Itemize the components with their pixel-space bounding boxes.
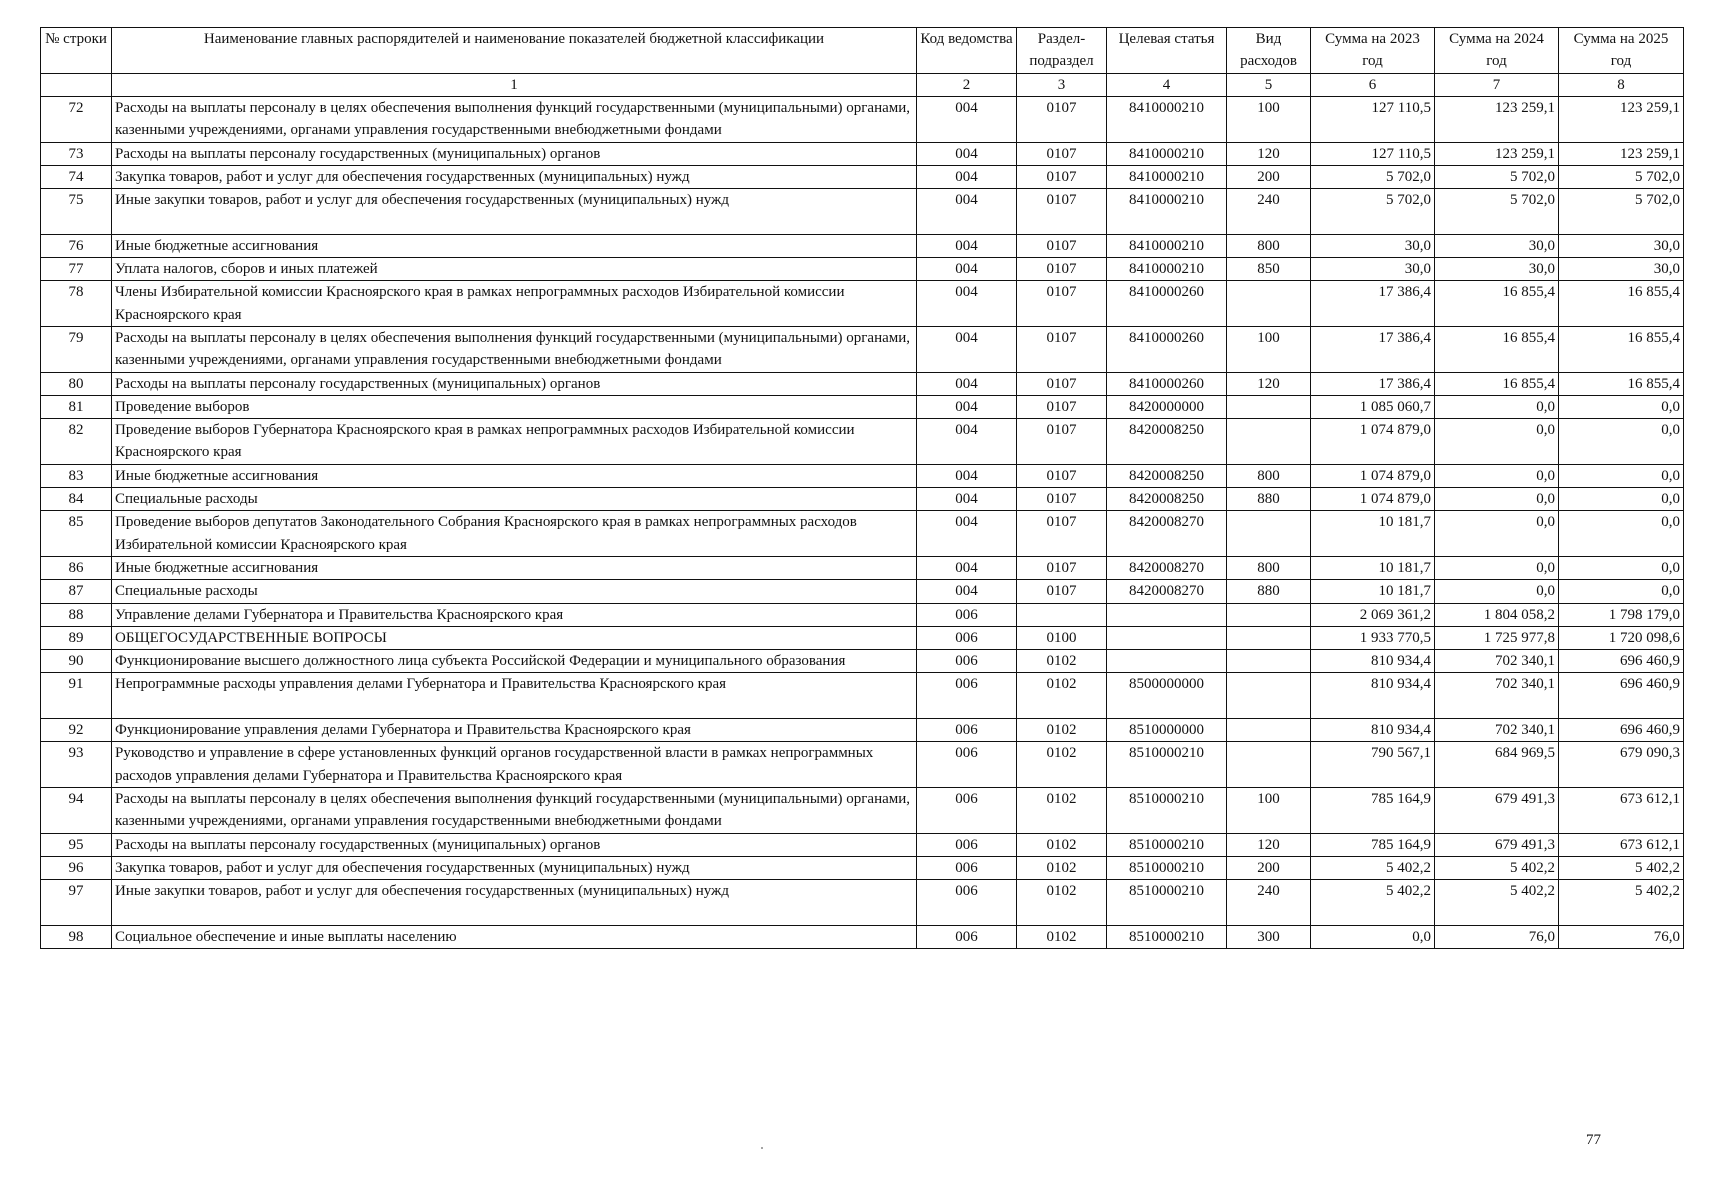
expense-kind: 800 — [1227, 464, 1311, 487]
sum-2025: 0,0 — [1559, 395, 1684, 418]
expense-kind: 120 — [1227, 833, 1311, 856]
row-name: Иные бюджетные ассигнования — [112, 234, 917, 257]
table-row — [41, 880, 1684, 926]
row-number: 95 — [41, 833, 112, 856]
row-name: Специальные расходы — [112, 580, 917, 603]
sum-2023: 810 934,4 — [1311, 719, 1435, 742]
row-number: 74 — [41, 165, 112, 188]
sum-2024: 0,0 — [1435, 511, 1559, 557]
department-code: 004 — [917, 488, 1017, 511]
target-article: 8410000210 — [1107, 189, 1227, 235]
expense-kind: 800 — [1227, 556, 1311, 579]
sum-2023: 30,0 — [1311, 234, 1435, 257]
section-code: 0107 — [1017, 326, 1107, 372]
sum-2025: 696 460,9 — [1559, 650, 1684, 673]
expense-kind: 200 — [1227, 856, 1311, 879]
section-code: 0107 — [1017, 165, 1107, 188]
target-article: 8510000210 — [1107, 742, 1227, 788]
table-row — [41, 326, 1684, 372]
target-article: 8510000000 — [1107, 719, 1227, 742]
row-name: Проведение выборов депутатов Законодательного Собрания Красноярского края в рамках непрограммных расходов Избирательной комиссии Красноярского края — [112, 511, 917, 557]
sum-2023: 1 074 879,0 — [1311, 488, 1435, 511]
sum-2024: 702 340,1 — [1435, 719, 1559, 742]
row-number: 89 — [41, 626, 112, 649]
department-code: 004 — [917, 142, 1017, 165]
sum-2025: 0,0 — [1559, 464, 1684, 487]
sum-2025: 1 798 179,0 — [1559, 603, 1684, 626]
sum-2023: 10 181,7 — [1311, 580, 1435, 603]
target-article: 8420008270 — [1107, 556, 1227, 579]
row-name: Уплата налогов, сборов и иных платежей — [112, 258, 917, 281]
row-name: Проведение выборов — [112, 395, 917, 418]
section-code: 0107 — [1017, 234, 1107, 257]
expense-kind: 880 — [1227, 580, 1311, 603]
section-code: 0107 — [1017, 556, 1107, 579]
sum-2023: 10 181,7 — [1311, 511, 1435, 557]
section-code: 0102 — [1017, 742, 1107, 788]
sum-2023: 785 164,9 — [1311, 833, 1435, 856]
target-article — [1107, 626, 1227, 649]
target-article: 8410000210 — [1107, 142, 1227, 165]
sum-2024: 702 340,1 — [1435, 650, 1559, 673]
table-row — [41, 142, 1684, 165]
row-number: 85 — [41, 511, 112, 557]
sum-2025: 16 855,4 — [1559, 372, 1684, 395]
table-row — [41, 511, 1684, 557]
sum-2023: 10 181,7 — [1311, 556, 1435, 579]
target-article: 8420008250 — [1107, 464, 1227, 487]
table-row — [41, 673, 1684, 719]
row-number: 86 — [41, 556, 112, 579]
sum-2025: 5 402,2 — [1559, 880, 1684, 926]
section-code: 0107 — [1017, 488, 1107, 511]
expense-kind — [1227, 511, 1311, 557]
sum-2025: 0,0 — [1559, 511, 1684, 557]
expense-kind: 100 — [1227, 97, 1311, 143]
department-code: 006 — [917, 650, 1017, 673]
header-department-code: Код ведомства — [917, 28, 1017, 74]
row-number: 72 — [41, 97, 112, 143]
expense-kind: 240 — [1227, 880, 1311, 926]
row-name: Иные закупки товаров, работ и услуг для обеспечения государственных (муниципальных) нужд — [112, 189, 917, 235]
sum-2023: 17 386,4 — [1311, 326, 1435, 372]
row-number: 77 — [41, 258, 112, 281]
sum-2024: 30,0 — [1435, 258, 1559, 281]
sum-2023: 127 110,5 — [1311, 142, 1435, 165]
header-row-number: № строки — [41, 28, 112, 74]
sum-2025: 1 720 098,6 — [1559, 626, 1684, 649]
department-code: 006 — [917, 603, 1017, 626]
row-name: Иные бюджетные ассигнования — [112, 464, 917, 487]
target-article — [1107, 603, 1227, 626]
target-article: 8410000210 — [1107, 234, 1227, 257]
row-number: 79 — [41, 326, 112, 372]
sum-2024: 0,0 — [1435, 556, 1559, 579]
section-code: 0107 — [1017, 142, 1107, 165]
table-row — [41, 281, 1684, 327]
section-code: 0107 — [1017, 372, 1107, 395]
expense-kind: 300 — [1227, 925, 1311, 948]
department-code: 006 — [917, 673, 1017, 719]
row-number: 94 — [41, 787, 112, 833]
target-article: 8510000210 — [1107, 833, 1227, 856]
sum-2024: 0,0 — [1435, 580, 1559, 603]
sum-2023: 0,0 — [1311, 925, 1435, 948]
sum-2023: 2 069 361,2 — [1311, 603, 1435, 626]
department-code: 004 — [917, 511, 1017, 557]
sum-2025: 5 702,0 — [1559, 189, 1684, 235]
sum-2023: 17 386,4 — [1311, 372, 1435, 395]
sum-2023: 810 934,4 — [1311, 673, 1435, 719]
row-number: 88 — [41, 603, 112, 626]
sum-2023: 1 085 060,7 — [1311, 395, 1435, 418]
section-code: 0102 — [1017, 719, 1107, 742]
row-name: Функционирование высшего должностного лица субъекта Российской Федерации и муниципального образования — [112, 650, 917, 673]
department-code: 004 — [917, 556, 1017, 579]
sum-2024: 5 702,0 — [1435, 189, 1559, 235]
department-code: 004 — [917, 395, 1017, 418]
row-number: 98 — [41, 925, 112, 948]
sum-2024: 5 402,2 — [1435, 856, 1559, 879]
department-code: 006 — [917, 742, 1017, 788]
sum-2023: 5 402,2 — [1311, 880, 1435, 926]
column-number: 3 — [1017, 74, 1107, 97]
section-code: 0107 — [1017, 580, 1107, 603]
section-code: 0100 — [1017, 626, 1107, 649]
sum-2025: 5 702,0 — [1559, 165, 1684, 188]
row-number: 83 — [41, 464, 112, 487]
row-number: 87 — [41, 580, 112, 603]
section-code: 0107 — [1017, 511, 1107, 557]
expense-kind — [1227, 742, 1311, 788]
row-name: Управление делами Губернатора и Правительства Красноярского края — [112, 603, 917, 626]
department-code: 006 — [917, 833, 1017, 856]
table-row — [41, 556, 1684, 579]
department-code: 004 — [917, 464, 1017, 487]
sum-2024: 123 259,1 — [1435, 97, 1559, 143]
sum-2024: 0,0 — [1435, 395, 1559, 418]
sum-2025: 673 612,1 — [1559, 787, 1684, 833]
sum-2023: 790 567,1 — [1311, 742, 1435, 788]
column-number: 1 — [112, 74, 917, 97]
expense-kind — [1227, 395, 1311, 418]
expense-kind — [1227, 719, 1311, 742]
header-sum-2023: Сумма на 2023 год — [1311, 28, 1435, 74]
sum-2025: 16 855,4 — [1559, 281, 1684, 327]
sum-2024: 684 969,5 — [1435, 742, 1559, 788]
row-number: 76 — [41, 234, 112, 257]
target-article: 8510000210 — [1107, 925, 1227, 948]
row-name: Непрограммные расходы управления делами Губернатора и Правительства Красноярского края — [112, 673, 917, 719]
table-row — [41, 925, 1684, 948]
sum-2024: 679 491,3 — [1435, 787, 1559, 833]
sum-2025: 76,0 — [1559, 925, 1684, 948]
row-number: 81 — [41, 395, 112, 418]
sum-2025: 0,0 — [1559, 580, 1684, 603]
department-code: 006 — [917, 880, 1017, 926]
target-article: 8410000210 — [1107, 258, 1227, 281]
table-row — [41, 234, 1684, 257]
sum-2025: 5 402,2 — [1559, 856, 1684, 879]
column-number: 5 — [1227, 74, 1311, 97]
expense-kind: 850 — [1227, 258, 1311, 281]
section-code: 0107 — [1017, 189, 1107, 235]
expense-kind — [1227, 626, 1311, 649]
row-number: 82 — [41, 419, 112, 465]
sum-2023: 5 702,0 — [1311, 189, 1435, 235]
row-name: Руководство и управление в сфере установленных функций органов государственной власти в рамках непрограммных расходов управления делами Губернатора и Правительства Красноярского края — [112, 742, 917, 788]
department-code: 006 — [917, 719, 1017, 742]
row-number: 97 — [41, 880, 112, 926]
header-section: Раздел-подраздел — [1017, 28, 1107, 74]
section-code: 0102 — [1017, 925, 1107, 948]
table-row — [41, 603, 1684, 626]
target-article: 8420008270 — [1107, 580, 1227, 603]
column-number-row — [41, 74, 1684, 97]
row-number: 91 — [41, 673, 112, 719]
sum-2023: 5 702,0 — [1311, 165, 1435, 188]
sum-2023: 785 164,9 — [1311, 787, 1435, 833]
department-code: 004 — [917, 419, 1017, 465]
header-name: Наименование главных распорядителей и наименование показателей бюджетной классификации — [112, 28, 917, 74]
table-row — [41, 419, 1684, 465]
expense-kind — [1227, 650, 1311, 673]
row-name: Члены Избирательной комиссии Красноярского края в рамках непрограммных расходов Избирательной комиссии Красноярского края — [112, 281, 917, 327]
expense-kind: 800 — [1227, 234, 1311, 257]
department-code: 004 — [917, 580, 1017, 603]
target-article: 8410000260 — [1107, 326, 1227, 372]
sum-2025: 673 612,1 — [1559, 833, 1684, 856]
sum-2024: 76,0 — [1435, 925, 1559, 948]
sum-2025: 16 855,4 — [1559, 326, 1684, 372]
row-name: Иные бюджетные ассигнования — [112, 556, 917, 579]
target-article: 8420000000 — [1107, 395, 1227, 418]
column-number: 2 — [917, 74, 1017, 97]
target-article: 8510000210 — [1107, 787, 1227, 833]
sum-2023: 1 074 879,0 — [1311, 419, 1435, 465]
sum-2024: 0,0 — [1435, 488, 1559, 511]
table-row — [41, 580, 1684, 603]
department-code: 004 — [917, 281, 1017, 327]
table-row — [41, 372, 1684, 395]
expense-kind — [1227, 419, 1311, 465]
row-name: Расходы на выплаты персоналу государственных (муниципальных) органов — [112, 142, 917, 165]
expense-kind: 100 — [1227, 787, 1311, 833]
sum-2024: 16 855,4 — [1435, 281, 1559, 327]
row-name: Расходы на выплаты персоналу в целях обеспечения выполнения функций государственными (муниципальными) органами, казенными учреждениями, органами управления государственными внебюджетными фондами — [112, 326, 917, 372]
section-code: 0107 — [1017, 281, 1107, 327]
page-number: 77 — [1586, 1132, 1601, 1148]
table-row — [41, 189, 1684, 235]
department-code: 006 — [917, 787, 1017, 833]
section-code: 0107 — [1017, 464, 1107, 487]
row-name: Иные закупки товаров, работ и услуг для обеспечения государственных (муниципальных) нужд — [112, 880, 917, 926]
table-row — [41, 626, 1684, 649]
target-article: 8410000260 — [1107, 281, 1227, 327]
sum-2025: 0,0 — [1559, 556, 1684, 579]
expense-kind: 880 — [1227, 488, 1311, 511]
row-number: 73 — [41, 142, 112, 165]
row-name: Функционирование управления делами Губернатора и Правительства Красноярского края — [112, 719, 917, 742]
table-row — [41, 165, 1684, 188]
section-code: 0102 — [1017, 787, 1107, 833]
header-sum-2025: Сумма на 2025 год — [1559, 28, 1684, 74]
expense-kind: 240 — [1227, 189, 1311, 235]
target-article: 8510000210 — [1107, 856, 1227, 879]
row-name: Расходы на выплаты персоналу государственных (муниципальных) органов — [112, 372, 917, 395]
sum-2024: 702 340,1 — [1435, 673, 1559, 719]
row-name: Расходы на выплаты персоналу государственных (муниципальных) органов — [112, 833, 917, 856]
target-article: 8410000260 — [1107, 372, 1227, 395]
sum-2023: 810 934,4 — [1311, 650, 1435, 673]
target-article: 8510000210 — [1107, 880, 1227, 926]
row-name: Специальные расходы — [112, 488, 917, 511]
expense-kind: 120 — [1227, 372, 1311, 395]
scan-dot — [761, 1147, 763, 1149]
expense-kind — [1227, 281, 1311, 327]
target-article: 8500000000 — [1107, 673, 1227, 719]
target-article: 8420008250 — [1107, 488, 1227, 511]
target-article — [1107, 650, 1227, 673]
sum-2024: 5 702,0 — [1435, 165, 1559, 188]
sum-2025: 0,0 — [1559, 488, 1684, 511]
sum-2023: 127 110,5 — [1311, 97, 1435, 143]
sum-2024: 123 259,1 — [1435, 142, 1559, 165]
expense-kind — [1227, 603, 1311, 626]
row-number: 80 — [41, 372, 112, 395]
department-code: 004 — [917, 326, 1017, 372]
table-row — [41, 856, 1684, 879]
sum-2025: 30,0 — [1559, 258, 1684, 281]
sum-2024: 0,0 — [1435, 419, 1559, 465]
section-code: 0107 — [1017, 258, 1107, 281]
header-expense-kind: Вид расходов — [1227, 28, 1311, 74]
section-code: 0102 — [1017, 833, 1107, 856]
table-row — [41, 395, 1684, 418]
sum-2024: 1 725 977,8 — [1435, 626, 1559, 649]
sum-2023: 1 074 879,0 — [1311, 464, 1435, 487]
row-number: 90 — [41, 650, 112, 673]
row-name: Закупка товаров, работ и услуг для обеспечения государственных (муниципальных) нужд — [112, 165, 917, 188]
row-number: 96 — [41, 856, 112, 879]
sum-2025: 696 460,9 — [1559, 719, 1684, 742]
row-name: Закупка товаров, работ и услуг для обеспечения государственных (муниципальных) нужд — [112, 856, 917, 879]
target-article: 8420008270 — [1107, 511, 1227, 557]
table-body — [41, 97, 1684, 949]
table-row — [41, 258, 1684, 281]
row-name: Проведение выборов Губернатора Красноярского края в рамках непрограммных расходов Избирательной комиссии Красноярского края — [112, 419, 917, 465]
header-target-article: Целевая статья — [1107, 28, 1227, 74]
table-row — [41, 787, 1684, 833]
row-number: 75 — [41, 189, 112, 235]
row-name: ОБЩЕГОСУДАРСТВЕННЫЕ ВОПРОСЫ — [112, 626, 917, 649]
header-row — [41, 28, 1684, 74]
sum-2024: 16 855,4 — [1435, 326, 1559, 372]
expense-kind: 200 — [1227, 165, 1311, 188]
sum-2025: 123 259,1 — [1559, 142, 1684, 165]
section-code: 0102 — [1017, 856, 1107, 879]
department-code: 004 — [917, 189, 1017, 235]
table-row — [41, 833, 1684, 856]
sum-2024: 16 855,4 — [1435, 372, 1559, 395]
section-code: 0102 — [1017, 673, 1107, 719]
department-code: 006 — [917, 925, 1017, 948]
department-code: 004 — [917, 234, 1017, 257]
department-code: 004 — [917, 97, 1017, 143]
sum-2025: 0,0 — [1559, 419, 1684, 465]
row-name: Расходы на выплаты персоналу в целях обеспечения выполнения функций государственными (муниципальными) органами, казенными учреждениями, органами управления государственными внебюджетными фондами — [112, 787, 917, 833]
row-number: 84 — [41, 488, 112, 511]
table-row — [41, 97, 1684, 143]
expense-kind: 120 — [1227, 142, 1311, 165]
row-number: 92 — [41, 719, 112, 742]
sum-2024: 5 402,2 — [1435, 880, 1559, 926]
row-name: Социальное обеспечение и иные выплаты населению — [112, 925, 917, 948]
sum-2024: 0,0 — [1435, 464, 1559, 487]
sum-2023: 1 933 770,5 — [1311, 626, 1435, 649]
sum-2025: 679 090,3 — [1559, 742, 1684, 788]
sum-2024: 30,0 — [1435, 234, 1559, 257]
table-row — [41, 742, 1684, 788]
section-code: 0102 — [1017, 650, 1107, 673]
target-article: 8410000210 — [1107, 97, 1227, 143]
table-row — [41, 488, 1684, 511]
sum-2023: 17 386,4 — [1311, 281, 1435, 327]
table-header — [41, 28, 1684, 97]
table-row — [41, 464, 1684, 487]
department-code: 004 — [917, 258, 1017, 281]
section-code: 0107 — [1017, 395, 1107, 418]
sum-2024: 1 804 058,2 — [1435, 603, 1559, 626]
department-code: 006 — [917, 626, 1017, 649]
expense-kind — [1227, 673, 1311, 719]
column-number: 4 — [1107, 74, 1227, 97]
section-code: 0107 — [1017, 419, 1107, 465]
department-code: 006 — [917, 856, 1017, 879]
sum-2025: 696 460,9 — [1559, 673, 1684, 719]
row-name: Расходы на выплаты персоналу в целях обеспечения выполнения функций государственными (муниципальными) органами, казенными учреждениями, органами управления государственными внебюджетными фондами — [112, 97, 917, 143]
header-sum-2024: Сумма на 2024 год — [1435, 28, 1559, 74]
row-number: 93 — [41, 742, 112, 788]
sum-2025: 30,0 — [1559, 234, 1684, 257]
department-code: 004 — [917, 165, 1017, 188]
column-number: 6 — [1311, 74, 1435, 97]
sum-2024: 679 491,3 — [1435, 833, 1559, 856]
expense-kind: 100 — [1227, 326, 1311, 372]
row-number: 78 — [41, 281, 112, 327]
column-number: 8 — [1559, 74, 1684, 97]
section-code: 0102 — [1017, 880, 1107, 926]
table-row — [41, 719, 1684, 742]
target-article: 8410000210 — [1107, 165, 1227, 188]
column-number — [41, 74, 112, 97]
section-code — [1017, 603, 1107, 626]
sum-2025: 123 259,1 — [1559, 97, 1684, 143]
section-code: 0107 — [1017, 97, 1107, 143]
sum-2023: 30,0 — [1311, 258, 1435, 281]
column-number: 7 — [1435, 74, 1559, 97]
department-code: 004 — [917, 372, 1017, 395]
target-article: 8420008250 — [1107, 419, 1227, 465]
sum-2023: 5 402,2 — [1311, 856, 1435, 879]
table-row — [41, 650, 1684, 673]
budget-table — [40, 27, 1684, 949]
